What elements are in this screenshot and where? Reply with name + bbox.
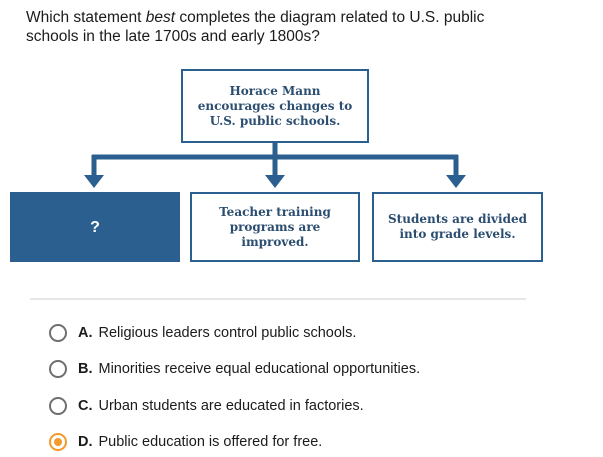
radio-button-d-selected[interactable] xyxy=(49,433,67,451)
radio-button-c[interactable] xyxy=(49,397,67,415)
radio-button-a[interactable] xyxy=(49,324,67,342)
question-emphasis: best xyxy=(145,9,176,26)
option-b[interactable] xyxy=(49,357,420,381)
teacher-box-line2: programs are xyxy=(229,219,321,234)
teacher-box-line3: improved. xyxy=(241,234,309,249)
top-box-line1: Horace Mann xyxy=(229,83,321,98)
teacher-box-line1: Teacher training xyxy=(219,204,331,219)
grade-box-line2: into grade levels. xyxy=(399,227,516,241)
radio-button-b[interactable] xyxy=(49,360,67,378)
top-box-line2: encourages changes to xyxy=(197,98,353,113)
option-b-letter: B. xyxy=(78,361,93,377)
option-c-text: Urban students are educated in factories. xyxy=(98,398,364,414)
option-d[interactable] xyxy=(49,430,322,454)
question-line2: schools in the late 1700s and early 1800s? xyxy=(26,28,320,45)
top-box-line3: U.S. public schools. xyxy=(209,113,341,128)
question-line1-end: completes the diagram related to U.S. public xyxy=(175,9,485,26)
option-a[interactable] xyxy=(49,321,356,345)
option-d-letter: D. xyxy=(78,434,93,450)
option-c-letter: C. xyxy=(78,398,93,414)
grade-box-line1: Students are divided xyxy=(388,212,527,226)
missing-box-question-mark: ? xyxy=(90,218,100,236)
option-c[interactable] xyxy=(49,394,364,418)
option-a-letter: A. xyxy=(78,325,93,341)
option-b-text: Minorities receive equal educational opportunities. xyxy=(98,361,421,377)
option-d-text: Public education is offered for free. xyxy=(98,434,323,450)
option-a-text: Religious leaders control public schools. xyxy=(98,325,357,341)
question-line1-start: Which statement xyxy=(26,9,146,26)
